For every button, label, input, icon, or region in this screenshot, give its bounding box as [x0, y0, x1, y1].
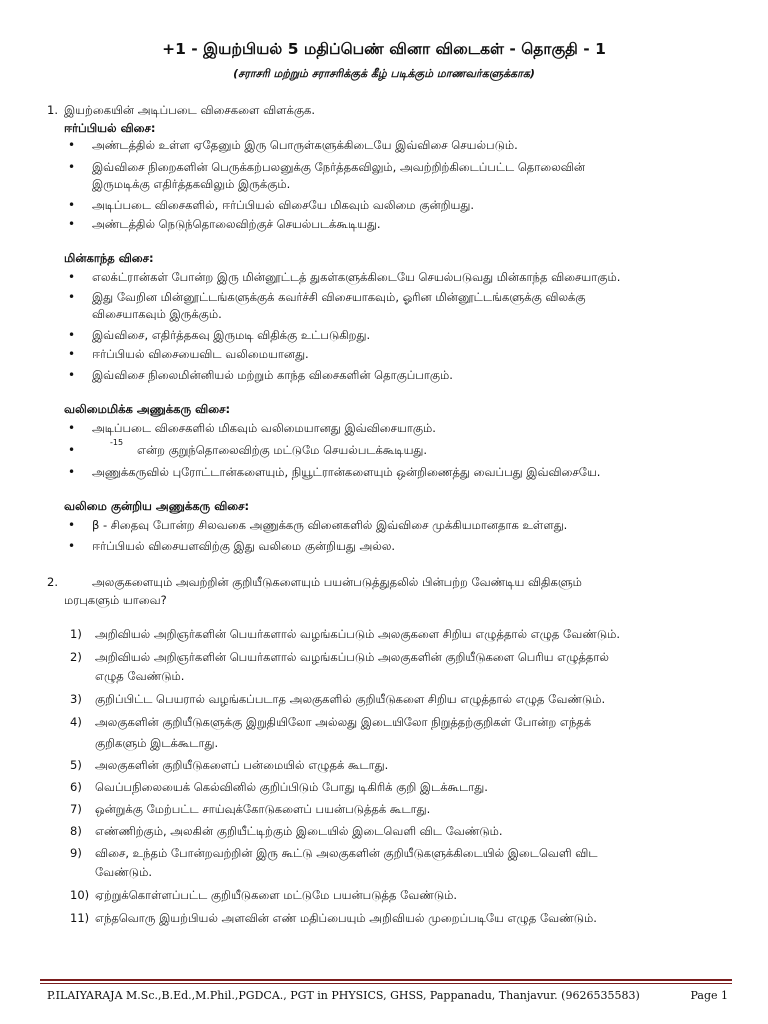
- rule-number: 4): [70, 715, 82, 729]
- bullet-text: இவ்விசை நிறைகளின் பெருக்கற்பலனுக்கு நேர்த்தகவிலும், அவற்றிற்கிடைப்பட்ட தொலைவின்: [92, 160, 585, 174]
- bullet-icon: •: [68, 465, 76, 479]
- rule-text: அறிவியல் அறிஞர்களின் பெயர்களால் வழங்கப்படும் அலகுகளின் குறியீடுகளை பெரிய எழுத்தால்: [95, 650, 609, 664]
- bullet-icon: •: [68, 217, 76, 231]
- rule-number: 8): [70, 824, 82, 838]
- bullet-text: β - சிதைவு போன்ற சிலவகை அணுக்கரு வினைகளில் இவ்விசை முக்கியமானதாக உள்ளது.: [92, 518, 568, 532]
- rule-number: 5): [70, 758, 82, 772]
- rule-number: 10): [70, 888, 90, 902]
- page-title: +1 - இயற்பியல் 5 மதிப்பெண் வினா விடைகள் - தொகுதி - 1: [162, 40, 606, 58]
- bullet-icon: •: [68, 368, 76, 382]
- rule-text: வேண்டும்.: [95, 865, 152, 879]
- section-heading: மின்காந்த விசை:: [64, 251, 154, 265]
- bullet-text: ஈர்ப்பியல் விசையைவிட வலிமையானது.: [92, 347, 309, 361]
- bullet-icon: •: [68, 518, 76, 532]
- bullet-text: அடிப்படை விசைகளில், ஈர்ப்பியல் விசையே மிகவும் வலிமை குன்றியது.: [92, 198, 475, 212]
- bullet-text: இவ்விசை, எதிர்த்தகவு இருமடி விதிக்கு உட்படுகிறது.: [92, 328, 371, 342]
- section-heading: ஈர்ப்பியல் விசை:: [64, 121, 156, 135]
- section-heading: வலிமை குன்றிய அணுக்கரு விசை:: [64, 499, 250, 513]
- bullet-icon: •: [68, 270, 76, 284]
- footer-rule: [40, 983, 732, 984]
- rule-number: 11): [70, 911, 90, 925]
- rule-text: எழுத வேண்டும்.: [95, 669, 185, 683]
- rule-text: குறிப்பிட்ட பெயரால் வழங்கப்படாத அலகுகளில் குறியீடுகளை சிறிய எழுத்தால் எழுத வேண்டும்.: [95, 692, 606, 706]
- bullet-icon: •: [68, 539, 76, 553]
- bullet-text: என்ற குறுந்தொலைவிற்கு மட்டுமே செயல்படக்கூடியது.: [137, 443, 428, 457]
- question-text: மரபுகளும் யாவை?: [64, 593, 167, 607]
- bullet-text: அண்டத்தில் உள்ள ஏதேனும் இரு பொருள்களுக்கிடையே இவ்விசை செயல்படும்.: [92, 138, 518, 152]
- bullet-text: ஈர்ப்பியல் விசையளவிற்கு இது வலிமை குன்றியது அல்ல.: [92, 539, 396, 553]
- question-number: 2.: [47, 575, 58, 589]
- question-text: இயற்கையின் அடிப்படை விசைகளை விளக்குக.: [64, 103, 316, 117]
- footer-page-number: Page 1: [690, 989, 728, 1002]
- bullet-icon: •: [68, 198, 76, 212]
- bullet-text: விசையாகவும் இருக்கும்.: [92, 307, 222, 321]
- rule-number: 6): [70, 780, 82, 794]
- question-text: அலகுகளையும் அவற்றின் குறியீடுகளையும் பயன்படுத்துதலில் பின்பற்ற வேண்டிய விதிகளும்: [92, 575, 582, 589]
- section-heading: வலிமைமிக்க அணுக்கரு விசை:: [64, 402, 231, 416]
- bullet-text: அடிப்படை விசைகளில் மிகவும் வலிமையானது இவ்விசையாகும்.: [92, 421, 436, 435]
- rule-text: ஏற்றுக்கொள்ளப்பட்ட குறியீடுகளை மட்டுமே பயன்படுத்த வேண்டும்.: [95, 888, 458, 902]
- rule-text: அறிவியல் அறிஞர்களின் பெயர்களால் வழங்கப்படும் அலகுகளை சிறிய எழுத்தால் எழுத வேண்டும்.: [95, 627, 621, 641]
- bullet-text: அண்டத்தில் நெடுந்தொலைவிற்குச் செயல்படக்கூடியது.: [92, 217, 381, 231]
- rule-number: 7): [70, 802, 82, 816]
- footer-author: P.ILAIYARAJA M.Sc.,B.Ed.,M.Phil.,PGDCA., PGT in PHYSICS, GHSS, Pappanadu, Thanjavur. (9626535583): [47, 989, 640, 1002]
- bullet-icon: •: [68, 328, 76, 342]
- footer-rule: [40, 979, 732, 981]
- superscript-exponent: -15: [110, 438, 124, 447]
- rule-text: எண்ணிற்கும், அலகின் குறியீட்டிற்கும் இடையில் இடைவெளி விட வேண்டும்.: [95, 824, 503, 838]
- bullet-text: இவ்விசை நிலைமின்னியல் மற்றும் காந்த விசைகளின் தொகுப்பாகும்.: [92, 368, 453, 382]
- bullet-text: இருமடிக்கு எதிர்த்தகவிலும் இருக்கும்.: [92, 177, 291, 191]
- rule-text: விசை, உந்தம் போன்றவற்றின் இரு கூட்டு அலகுகளின் குறியீடுகளுக்கிடையில் இடைவெளி விட: [95, 846, 598, 860]
- rule-text: அலகுகளின் குறியீடுகளுக்கு இறுதியிலோ அல்லது இடையிலோ நிறுத்தற்குறிகள் போன்ற எந்தக்: [95, 715, 592, 729]
- rule-text: ஒன்றுக்கு மேற்பட்ட சாய்வுக்கோடுகளைப் பயன்படுத்தக் கூடாது.: [95, 802, 431, 816]
- rule-text: எந்தவொரு இயற்பியல் அளவின் எண் மதிப்பையும் அறிவியல் முறைப்படியே எழுத வேண்டும்.: [95, 911, 597, 925]
- bullet-text: இது வேறின மின்னூட்டங்களுக்குக் கவர்ச்சி விசையாகவும், ஓரின மின்னூட்டங்களுக்கு விலக்கு: [92, 290, 586, 304]
- rule-number: 9): [70, 846, 82, 860]
- question-number: 1.: [47, 103, 58, 117]
- rule-number: 2): [70, 650, 82, 664]
- rule-text: குறிகளும் இடக்கூடாது.: [95, 736, 219, 750]
- rule-number: 1): [70, 627, 82, 641]
- bullet-icon: •: [68, 138, 76, 152]
- bullet-icon: •: [68, 421, 76, 435]
- rule-text: வெப்பநிலையைக் கெல்வினில் குறிப்பிடும் போது டிகிரிக் குறி இடக்கூடாது.: [95, 780, 488, 794]
- bullet-icon: •: [68, 347, 76, 361]
- bullet-icon: •: [68, 160, 76, 174]
- bullet-icon: •: [68, 443, 76, 457]
- rule-text: அலகுகளின் குறியீடுகளைப் பன்மையில் எழுதக் கூடாது.: [95, 758, 389, 772]
- page-subtitle: (சராசரி மற்றும் சராசரிக்குக் கீழ் படிக்கும் மாணவர்களுக்காக): [233, 67, 535, 80]
- bullet-icon: •: [68, 290, 76, 304]
- bullet-text: அணுக்கருவில் புரோட்டான்களையும், நியூட்ரான்களையும் ஒன்றிணைத்து வைப்பது இவ்விசையே.: [92, 465, 601, 479]
- bullet-text: எலக்ட்ரான்கள் போன்ற இரு மின்னூட்டத் துகள்களுக்கிடையே செயல்படுவது மின்காந்த விசையாகும்.: [92, 270, 621, 284]
- rule-number: 3): [70, 692, 82, 706]
